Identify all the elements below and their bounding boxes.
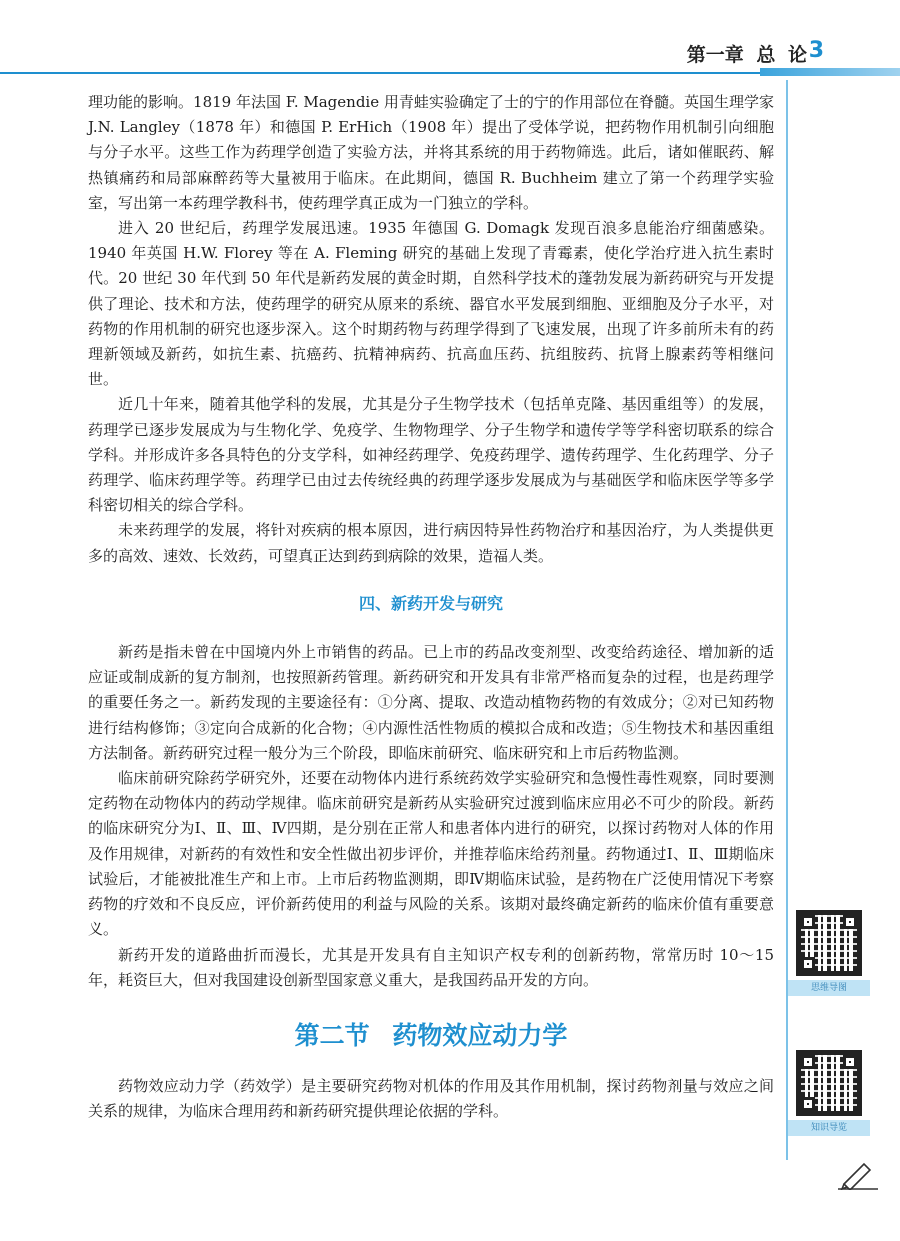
qr-mindmap[interactable] bbox=[788, 910, 870, 996]
pen-icon bbox=[836, 1160, 880, 1190]
paragraph: 近几十年来，随着其他学科的发展，尤其是分子生物学技术（包括单克隆、基因重组等）的发展，药理学已逐步发展成为与生物化学、免疫学、生物物理学、分子生物学和遗传学等学科密切联系的综合学科。并形成许多各具特色的分支学科，如神经药理学、免疫药理学、遗传药理学、生化药理学、分子药理学、临床药理学等。药理学已由过去传统经典的药理学逐步发展成为与基础医学和临床医学等多学科密切相关的综合学科。 bbox=[88, 395, 774, 515]
chapter-section-heading: 第二节 药物效应动力学 bbox=[294, 1020, 568, 1050]
page-header bbox=[0, 36, 900, 76]
qr-code-icon[interactable] bbox=[796, 1050, 862, 1116]
qr-knowledge-guide[interactable] bbox=[788, 1050, 870, 1136]
qr-label: 知识导览 bbox=[788, 1120, 870, 1136]
header-rule-accent bbox=[760, 68, 900, 76]
page-number: 3 bbox=[808, 38, 824, 63]
qr-label: 思维导图 bbox=[788, 980, 870, 996]
paragraph: 临床前研究除药学研究外，还要在动物体内进行系统药效学实验研究和急慢性毒性观察，同时要测定药物在动物体内的药动学规律。临床前研究是新药从实验研究过渡到临床应用必不可少的阶段。新药的临床研究分为Ⅰ、Ⅱ、Ⅲ、Ⅳ四期，是分别在正常人和患者体内进行的研究，以探讨药物对人体的作用及作用规律，对新药的有效性和安全性做出初步评价，并推荐临床给药剂量。药物通过Ⅰ、Ⅱ、Ⅲ期临床试验后，才能被批准生产和上市。上市后药物监测期，即Ⅳ期临床试验，是药物在广泛使用情况下考察药物的疗效和不良反应，评价新药使用的利益与风险的关系。该期对最终确定新药的临床价值有重要意义。 bbox=[88, 769, 774, 939]
margin-rule bbox=[786, 80, 788, 1160]
paragraph: 理功能的影响。1819 年法国 F. Magendie 用青蛙实验确定了士的宁的作用部位在脊髓。英国生理学家 J.N. Langley（1878 年）和德国 P. ErHich（1908 年）提出了受体学说，把药物作用机制引向细胞与分子水平。这些工作为药理学创造了实验方法，并将其系统的用于药物筛选。此后，诸如催眠药、解热镇痛药和局部麻醉药等大量被用于临床。在此期间，德国 R. Buchheim 建立了第一个药理学实验室，写出第一本药理学教科书，使药理学真正成为一门独立的学科。 bbox=[88, 93, 774, 212]
paragraph: 药物效应动力学（药效学）是主要研究药物对机体的作用及其作用机制，探讨药物剂量与效应之间关系的规律，为临床合理用药和新药研究提供理论依据的学科。 bbox=[88, 1077, 774, 1121]
paragraph: 新药是指未曾在中国境内外上市销售的药品。已上市的药品改变剂型、改变给药途径、增加新的适应证或制成新的复方制剂，也按照新药管理。新药研究和开发具有非常严格而复杂的过程，也是药理学的重要任务之一。新药发现的主要途径有：①分离、提取、改造动植物药物的有效成分；②对已知药物进行结构修饰；③定向合成新的化合物；④内源性活性物质的模拟合成和改造；⑤生物技术和基因重组方法制备。新药研究过程一般分为三个阶段，即临床前研究、临床研究和上市后药物监测。 bbox=[88, 643, 774, 762]
header-rule bbox=[0, 72, 840, 74]
paragraph: 新药开发的道路曲折而漫长，尤其是开发具有自主知识产权专利的创新药物，常常历时 10～15 年，耗资巨大，但对我国建设创新型国家意义重大，是我国药品开发的方向。 bbox=[88, 945, 774, 989]
qr-code-icon[interactable] bbox=[796, 910, 862, 976]
section-heading: 四、新药开发与研究 bbox=[358, 593, 503, 613]
paragraph: 进入 20 世纪后，药理学发展迅速。1935 年德国 G. Domagk 发现百浪多息能治疗细菌感染。1940 年英国 H.W. Florey 等在 A. Fleming 研究的基础上发现了青霉素，使化学治疗进入抗生素时代。20 世纪 30 年代到 50 年代是新药发展的黄金时期，自然科学技术的蓬勃发展为新药研究与开发提供了理论、技术和方法，使药理学的研究从原来的系统、器官水平发展到细胞、亚细胞及分子水平，对药物的作用机制的研究也逐步深入。这个时期药物与药理学得到了飞速发展，出现了许多前所未有的药理新领域及新药，如抗生素、抗癌药、抗精神病药、抗高血压药、抗组胺药、抗肾上腺素药等相继问世。 bbox=[88, 219, 774, 389]
page-body bbox=[88, 90, 774, 1125]
chapter-title: 第一章 总 论 bbox=[686, 44, 807, 66]
paragraph: 未来药理学的发展，将针对疾病的根本原因，进行病因特异性药物治疗和基因治疗，为人类提供更多的高效、速效、长效药，可望真正达到药到病除的效果，造福人类。 bbox=[88, 521, 774, 565]
